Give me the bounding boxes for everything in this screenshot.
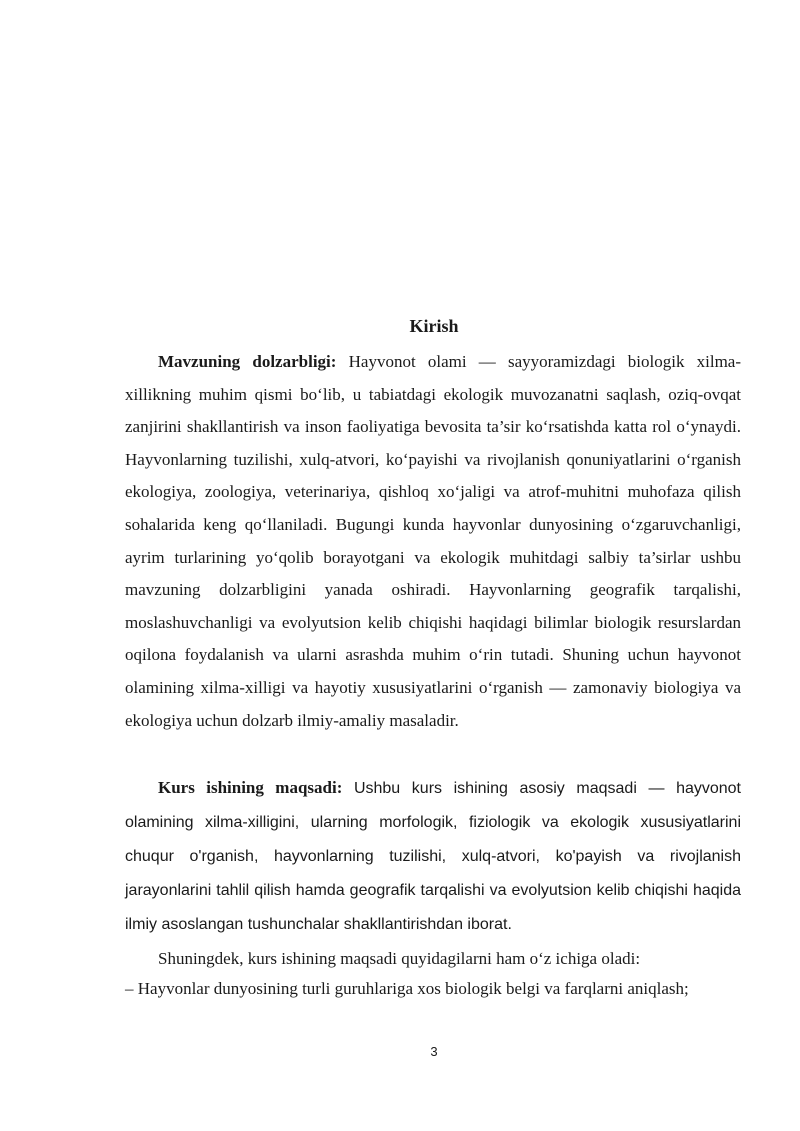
section-title: Kirish (409, 316, 459, 336)
list-item-first: – Hayvonlar dunyosining turli guruhlariga xos biologik belgi va farqlarni aniqlash; (125, 979, 689, 998)
paragraph-goal (125, 771, 741, 942)
relevance-lead: Mavzuning dolzarbligi: (158, 352, 337, 371)
paragraph-also: Shuningdek, kurs ishining maqsadi quyidagilarni ham o‘z ichiga oladi: (158, 949, 641, 968)
page-number: 3 (430, 1044, 438, 1059)
goal-lead: Kurs ishining maqsadi: (158, 778, 343, 797)
goal-text: Ushbu kurs ishining asosiy maqsadi — hayvonot olamining xilma-xilligini, ularning morfologik, fiziologik va ekologik xususiyatlarini chuqur o'rganish, hayvonlarning tuzilishi, xulq-atvori, ko'payish va rivojlanish jarayonlarini tahlil qilish hamda geografik tarqalishi va evolyutsion kelib chiqishi haqida ilmiy asoslangan tushunchalar shakllantirishdan iborat. (125, 780, 741, 933)
relevance-text: Hayvonot olami — sayyoramizdagi biologik xilma-xillikning muhim qismi bo‘lib, u tabiatdagi ekologik muvozanatni saqlash, oziq-ovqat zanjirini shakllantirish va inson faoliyatiga bevosita ta’sir ko‘rsatishda katta rol o‘ynaydi. Hayvonlarning tuzilishi, xulq-atvori, ko‘payishi va rivojlanish qonuniyatlarini o‘rganish ekologiya, zoologiya, veterinariya, qishloq xo‘jaligi va atrof-muhitni muhofaza qilish sohalarida keng qo‘llaniladi. Bugungi kunda hayvonlar dunyosining o‘zgaruvchanligi, ayrim turlarining yo‘qolib borayotgani va ekologik muhitdagi salbiy ta’sirlar ushbu mavzuning dolzarbligini yanada oshiradi. Hayvonlarning geografik tarqalishi, moslashuvchanligi va evolyutsion kelib chiqishi haqidagi bilimlar biologik resurslardan oqilona foydalanish va ularni asrashda muhim o‘rin tutadi. Shuning uchun hayvonot olamining xilma-xilligi va hayotiy xususiyatlarini o‘rganish — zamonaviy biologiya va ekologiya uchun dolzarb ilmiy-amaliy masaladir. (125, 352, 742, 730)
paragraph-relevance (125, 346, 741, 737)
